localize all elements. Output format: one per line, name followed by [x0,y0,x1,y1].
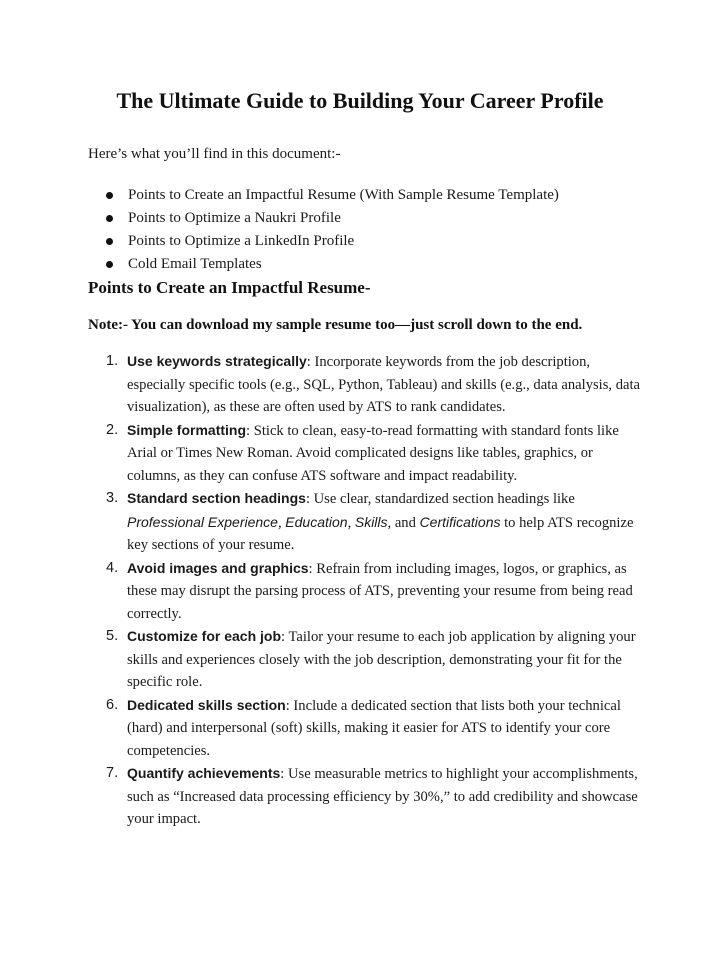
document-title: The Ultimate Guide to Building Your Career Profile [116,88,604,113]
tip-item [88,350,648,419]
tip-italic-heading: Education [285,513,348,530]
tip-keyword: Standard section headings [127,490,306,506]
tip-text: : Stick to clean, easy-to-read formatting with standard fonts like Arial or Times New Roman. Avoid complicated designs like tables, graphics, or columns, as they can confuse ATS software and impact readability. [127,422,619,484]
tip-italic-heading: Skills [354,513,388,530]
tip-text: to help ATS recognize key sections of your resume. [127,514,634,553]
tip-item [88,762,648,831]
list-item [88,230,559,253]
list-item [88,184,559,207]
tip-separator: , [347,514,355,531]
tip-item [88,487,648,557]
tip-text: : Tailor your resume to each job application by aligning your skills and experiences closely with the job description, demonstrating your fit for the specific role. [127,629,636,690]
tip-number: 2. [106,421,119,438]
tip-text: : Refrain from including images, logos, or graphics, as these may disrupt the parsing process of ATS, preventing your resume from being read correctly. [127,560,633,622]
tip-item [88,625,648,694]
tip-item [88,557,648,626]
tip-separator: , and [387,514,420,531]
list-item-text: Cold Email Templates [128,256,262,272]
tip-number: 3. [106,490,119,506]
tip-item [88,694,648,763]
tip-item [88,419,648,488]
list-item [88,207,559,230]
tip-keyword: Avoid images and graphics [127,559,309,576]
tip-italic-heading: Professional Experience [127,513,278,530]
list-item-text: Points to Optimize a Naukri Profile [128,210,341,226]
contents-list [88,184,559,276]
tip-keyword: Quantify achievements [127,765,281,781]
tip-number: 6. [106,696,119,713]
tip-text: : Use clear, standardized section headings like [305,491,575,507]
list-item-text: Points to Create an Impactful Resume (With Sample Resume Template) [128,187,559,203]
tip-number: 4. [106,559,119,576]
bullet-icon [106,215,113,222]
tip-keyword: Customize for each job [127,628,282,644]
note-text: Note:- You can download my sample resume too—just scroll down to the end. [88,317,583,333]
tip-number: 7. [106,765,119,781]
section-heading: Points to Create an Impactful Resume- [88,278,371,297]
intro-text: Here’s what you’ll find in this document:- [88,146,341,162]
tip-text: : Incorporate keywords from the job description, especially specific tools (e.g., SQL, Python, Tableau) and skills (e.g., data analysis, data visualization), as these are often used by ATS to rank candidates. [127,354,641,415]
tip-keyword: Simple formatting [127,421,247,438]
bullet-icon [106,261,113,268]
tip-number: 5. [106,628,119,644]
tip-separator: , [277,514,286,531]
tip-number: 1. [106,353,119,369]
tip-keyword: Dedicated skills section [127,696,286,713]
bullet-icon [106,238,113,245]
tip-text: : Include a dedicated section that lists both your technical (hard) and interpersonal (soft) skills, making it easier for ATS to identify your core competencies. [127,697,621,759]
bullet-icon [106,192,113,199]
list-item-text: Points to Optimize a LinkedIn Profile [128,233,355,249]
tip-italic-heading: Certifications [419,513,501,530]
resume-tips-list [88,350,648,831]
tip-text: : Use measurable metrics to highlight your accomplishments, such as “Increased data processing efficiency by 30%,” to add credibility and showcase your impact. [127,766,638,827]
list-item [88,253,559,276]
tip-keyword: Use keywords strategically [127,353,307,369]
